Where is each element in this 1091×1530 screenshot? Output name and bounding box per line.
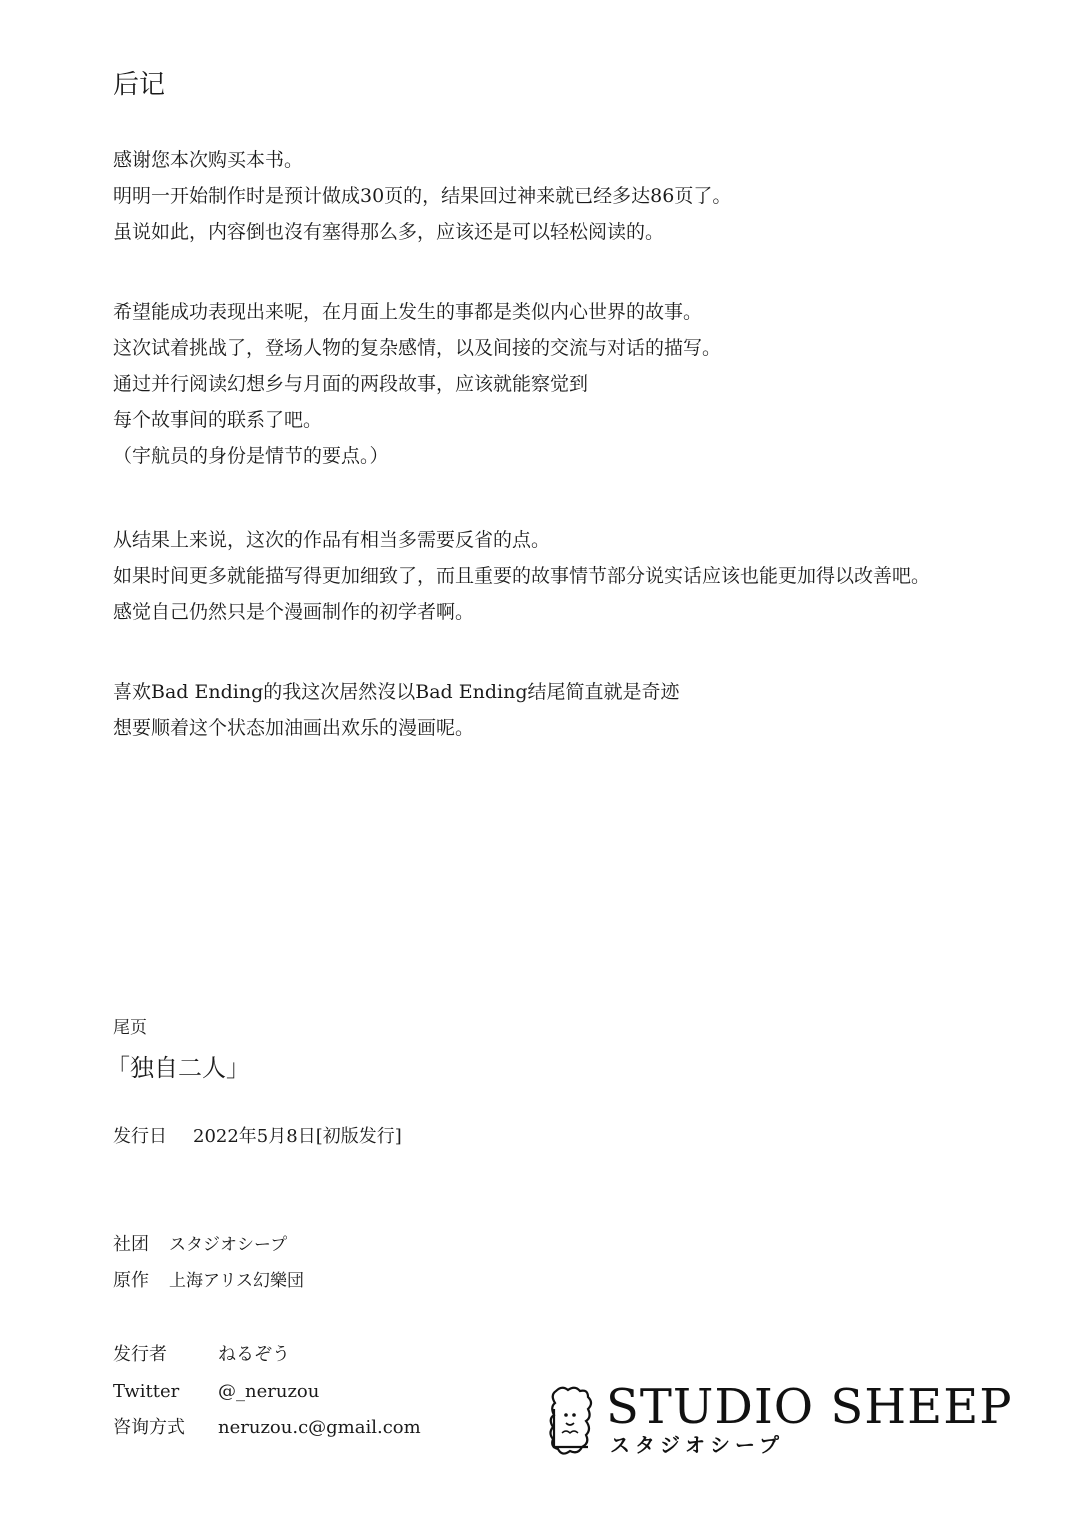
release-date-value: 2022年5月8日[初版发行] [193,1126,402,1147]
afterword-paragraph-3 [113,522,930,630]
logo-subtitle: スタジオシープ [610,1433,784,1457]
publisher-row [113,1340,290,1370]
text-line: 通过并行阅读幻想乡与月面的两段故事，应该就能察觉到 [113,373,589,395]
studio-sheep-logo [548,1379,1038,1460]
circle-row [113,1230,287,1260]
text-line: 想要顺着这个状态加油画出欢乐的漫画呢。 [113,717,475,739]
contact-email: neruzou.c@gmail.com [218,1417,421,1438]
colophon-label: 尾页 [113,1018,147,1038]
text-line: 喜欢Bad Ending的我这次居然沒以Bad Ending结尾简直就是奇迹 [113,681,680,703]
afterword-paragraph-1 [113,142,731,250]
afterword-title: 后记 [113,70,166,100]
original-work-label: 原作 [113,1270,149,1291]
text-line: 每个故事间的联系了吧。 [113,409,323,431]
circle-label: 社团 [113,1234,149,1255]
circle-value: スタジオシープ [169,1235,288,1255]
publisher-label: 发行者 [113,1344,167,1365]
text-line: （宇航员的身份是情节的要点。） [113,445,389,467]
contact-label: 咨询方式 [113,1417,185,1438]
original-work-value: 上海アリス幻樂団 [169,1271,304,1291]
logo-wordmark: STUDIO SHEEP [606,1379,1013,1435]
text-line: 这次试着挑战了，登场人物的复杂感情，以及间接的交流与对话的描写。 [113,337,722,359]
publisher-value: ねるぞう [218,1344,290,1365]
sheep-logo-icon [548,1385,594,1457]
book-title: 「独自二人」 [106,1054,250,1082]
twitter-label: Twitter [113,1381,180,1402]
text-line: 感觉自己仍然只是个漫画制作的初学者啊。 [113,601,475,623]
text-line: 希望能成功表现出来呢，在月面上发生的事都是类似内心世界的故事。 [113,301,703,323]
afterword-paragraph-2 [113,294,721,474]
twitter-row [113,1377,319,1407]
release-date-label: 发行日 [113,1126,167,1147]
release-date-row [113,1122,402,1152]
text-line: 从结果上来说，这次的作品有相当多需要反省的点。 [113,529,551,551]
contact-row [113,1413,421,1443]
text-line: 明明一开始制作时是预计做成30页的，结果回过神来就已经多达86页了。 [113,185,732,207]
text-line: 如果时间更多就能描写得更加细致了，而且重要的故事情节部分说实话应该也能更加得以改善吧。 [113,565,931,587]
afterword-paragraph-4 [113,674,679,746]
text-line: 虽说如此，内容倒也沒有塞得那么多，应该还是可以轻松阅读的。 [113,221,665,243]
text-line: 感谢您本次购买本书。 [113,149,304,171]
twitter-handle: @_neruzou [218,1381,320,1402]
original-work-row [113,1266,304,1296]
